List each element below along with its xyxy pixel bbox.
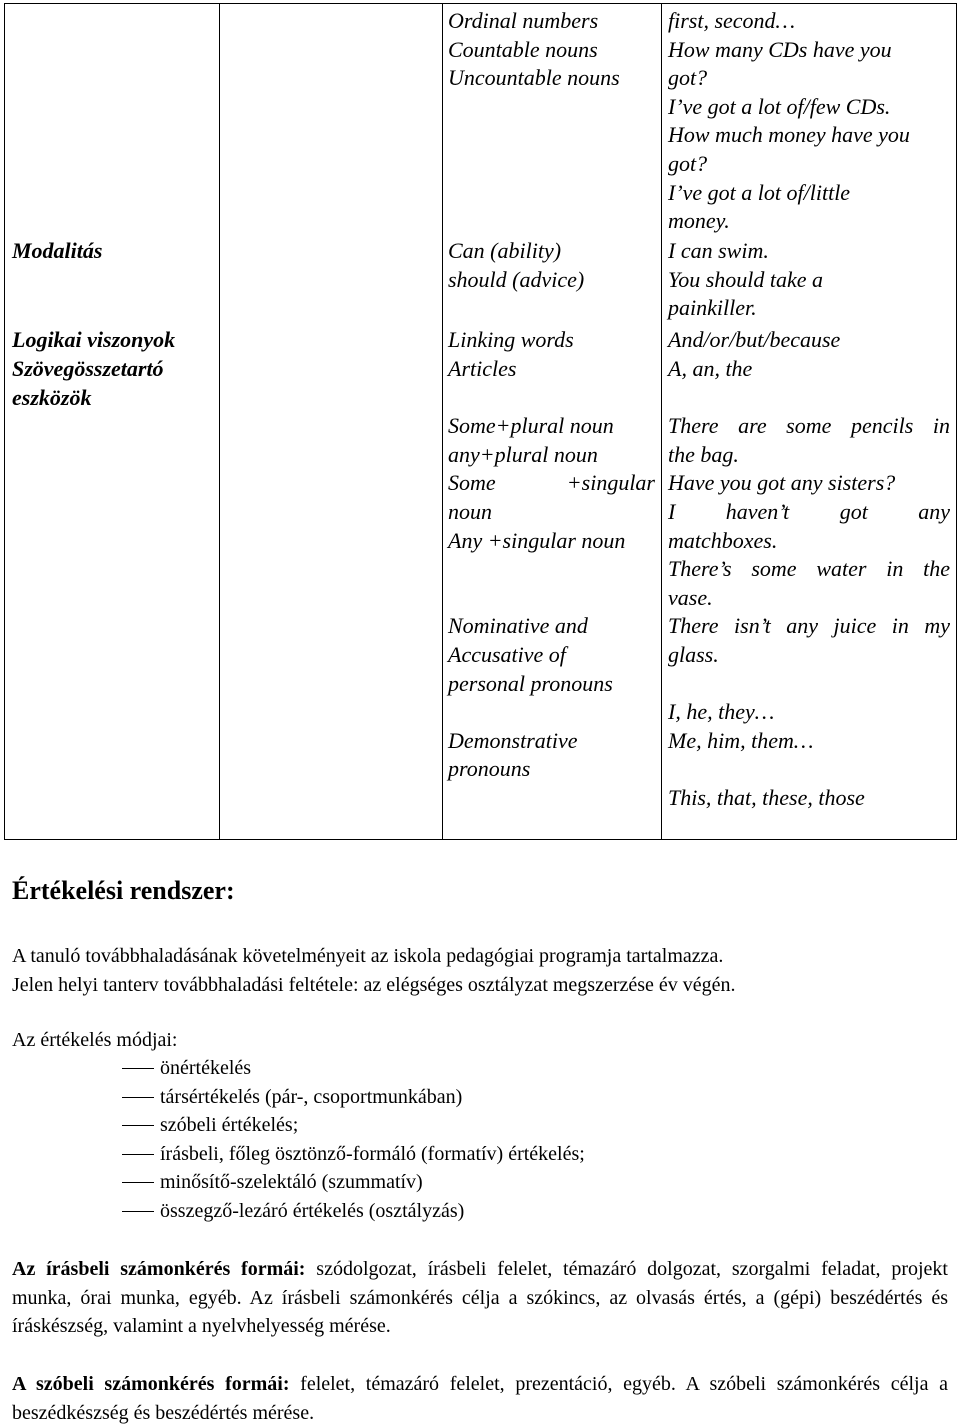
list-item: [12, 1197, 912, 1226]
cell-line: How many CDs have you: [668, 36, 892, 62]
row2-example-cell: [668, 237, 953, 323]
dash-bullet: [122, 1154, 154, 1155]
cell-line: [668, 384, 950, 413]
cell-line: Uncountable nouns: [448, 65, 620, 91]
row3-topic-cell: [448, 326, 653, 355]
column-divider: [661, 4, 662, 839]
cell-line: [448, 555, 655, 584]
row1-topic-cell: [448, 7, 653, 93]
cell-line: Ordinal numbers: [448, 8, 599, 33]
cell-line: the bag.: [668, 441, 739, 467]
cell-line: I haven’t got any: [668, 498, 950, 524]
cell-line: got?: [668, 150, 708, 176]
cell-line: matchboxes.: [668, 527, 778, 553]
cell-line: You should take a: [668, 266, 824, 292]
cell-line: Some +singular: [448, 470, 655, 496]
list-item-text: szóbeli értékelés;: [160, 1114, 299, 1137]
cell-line: I, he, they…: [668, 699, 775, 725]
row4-topic-cell: [448, 355, 655, 784]
row1-example-cell: [668, 7, 953, 236]
cell-line: [668, 670, 950, 699]
list-item-text: önértékelés: [160, 1057, 252, 1079]
section-title: Értékelési rendszer:: [12, 876, 235, 905]
cell-line: This, that, these, those: [668, 784, 865, 810]
cell-line: Any +singular noun: [448, 527, 626, 553]
cell-line: There are some pencils in: [668, 413, 950, 439]
row4-category-cell: [12, 355, 217, 412]
cell-line: any+plural noun: [448, 441, 598, 467]
list-item-text: társértékelés (pár-, csoportmunkában): [160, 1085, 463, 1108]
cell-line: painkiller.: [668, 295, 757, 321]
cell-line: There isn’t any juice in my: [668, 613, 950, 639]
cell-line: Linking words: [448, 327, 574, 352]
cell-line: pronouns: [448, 756, 531, 782]
cell-line: money.: [668, 208, 730, 234]
list-item-text: minősítő-szelektáló (szummatív): [160, 1171, 423, 1194]
list-item-text: írásbeli, főleg ösztönző-formáló (formatív) értékelés;: [160, 1142, 585, 1165]
cell-line: There’s some water in the: [668, 556, 950, 582]
cell-line: I’ve got a lot of/few CDs.: [668, 93, 891, 119]
oral-assessment-text: felelet, témazáró felelet, prezentáció, egyéb. A szóbeli számonkérés célja a beszédkészség és beszédértés mérése.: [12, 1373, 948, 1424]
column-divider: [442, 4, 443, 839]
cell-line: Demonstrative: [448, 727, 578, 753]
cell-line: How much money have you: [668, 122, 910, 148]
row2-topic-cell: [448, 237, 653, 294]
cell-line: noun: [448, 498, 492, 524]
cell-line: glass.: [668, 641, 719, 667]
written-assessment-text: szódolgozat, írásbeli felelet, témazáró dolgozat, szorgalmi feladat, projekt munka, órai munka, egyéb. Az írásbeli számonkérés célja a szókincs, az olvasás értés, a (gépi) beszédértés és íráskészség, valamint a nyelvhelyesség mérése.: [12, 1258, 948, 1338]
dash-bullet: [122, 1097, 154, 1098]
cell-line: Some+plural noun: [448, 413, 614, 439]
cell-line: should (advice): [448, 266, 585, 292]
row4-example-cell: [668, 355, 950, 813]
dash-bullet: [122, 1211, 154, 1212]
dash-bullet: [122, 1125, 154, 1126]
list-item: [12, 1111, 912, 1140]
oral-assessment-paragraph: [12, 1370, 948, 1427]
dash-bullet: [122, 1068, 154, 1069]
methods-title: Az értékelés módjai:: [12, 1029, 178, 1051]
written-assessment-label: Az írásbeli számonkérés formái:: [12, 1258, 306, 1280]
cell-line: Me, him, them…: [668, 727, 814, 753]
cell-line: [668, 755, 950, 784]
cell-line: Articles: [448, 356, 517, 381]
cell-line: I’ve got a lot of/little: [668, 179, 851, 205]
column-divider: [219, 4, 220, 839]
cell-line: [448, 698, 655, 727]
cell-line: [448, 584, 655, 613]
list-item: [12, 1168, 912, 1197]
cell-line: Have you got any sisters?: [668, 470, 896, 496]
cell-line: A, an, the: [668, 356, 753, 381]
cell-line: vase.: [668, 584, 713, 610]
intro-line-1: A tanuló továbbhaladásának követelményeit az iskola pedagógiai programja tartalmazza.: [12, 945, 724, 967]
list-item: [12, 1054, 912, 1083]
row2-category-cell: Modalitás: [12, 238, 103, 263]
oral-assessment-label: A szóbeli számonkérés formái:: [12, 1373, 290, 1395]
list-item: [12, 1140, 912, 1169]
cell-line: first, second…: [668, 8, 796, 33]
dash-bullet: [122, 1182, 154, 1183]
cell-line: eszközök: [12, 384, 92, 410]
cell-line: Szövegösszetartó: [12, 356, 164, 381]
cell-line: Accusative of: [448, 641, 566, 667]
cell-line: And/or/but/because: [668, 327, 841, 352]
row3-category-cell: Logikai viszonyok: [12, 327, 176, 352]
cell-line: I can swim.: [668, 238, 769, 263]
methods-list: [12, 1054, 912, 1226]
cell-line: got?: [668, 65, 708, 91]
list-item-text: összegző-lezáró értékelés (osztályzás): [160, 1199, 465, 1222]
cell-line: personal pronouns: [448, 670, 613, 696]
row3-example-cell: [668, 326, 953, 355]
list-item: [12, 1083, 912, 1112]
written-assessment-paragraph: [12, 1255, 948, 1341]
cell-line: [448, 384, 655, 413]
grammar-table: [4, 3, 957, 840]
cell-line: Countable nouns: [448, 36, 598, 62]
cell-line: Nominative and: [448, 613, 588, 639]
intro-line-2: Jelen helyi tanterv továbbhaladási feltétele: az elégséges osztályzat megszerzése év végén.: [12, 974, 736, 996]
cell-line: Can (ability): [448, 238, 562, 263]
